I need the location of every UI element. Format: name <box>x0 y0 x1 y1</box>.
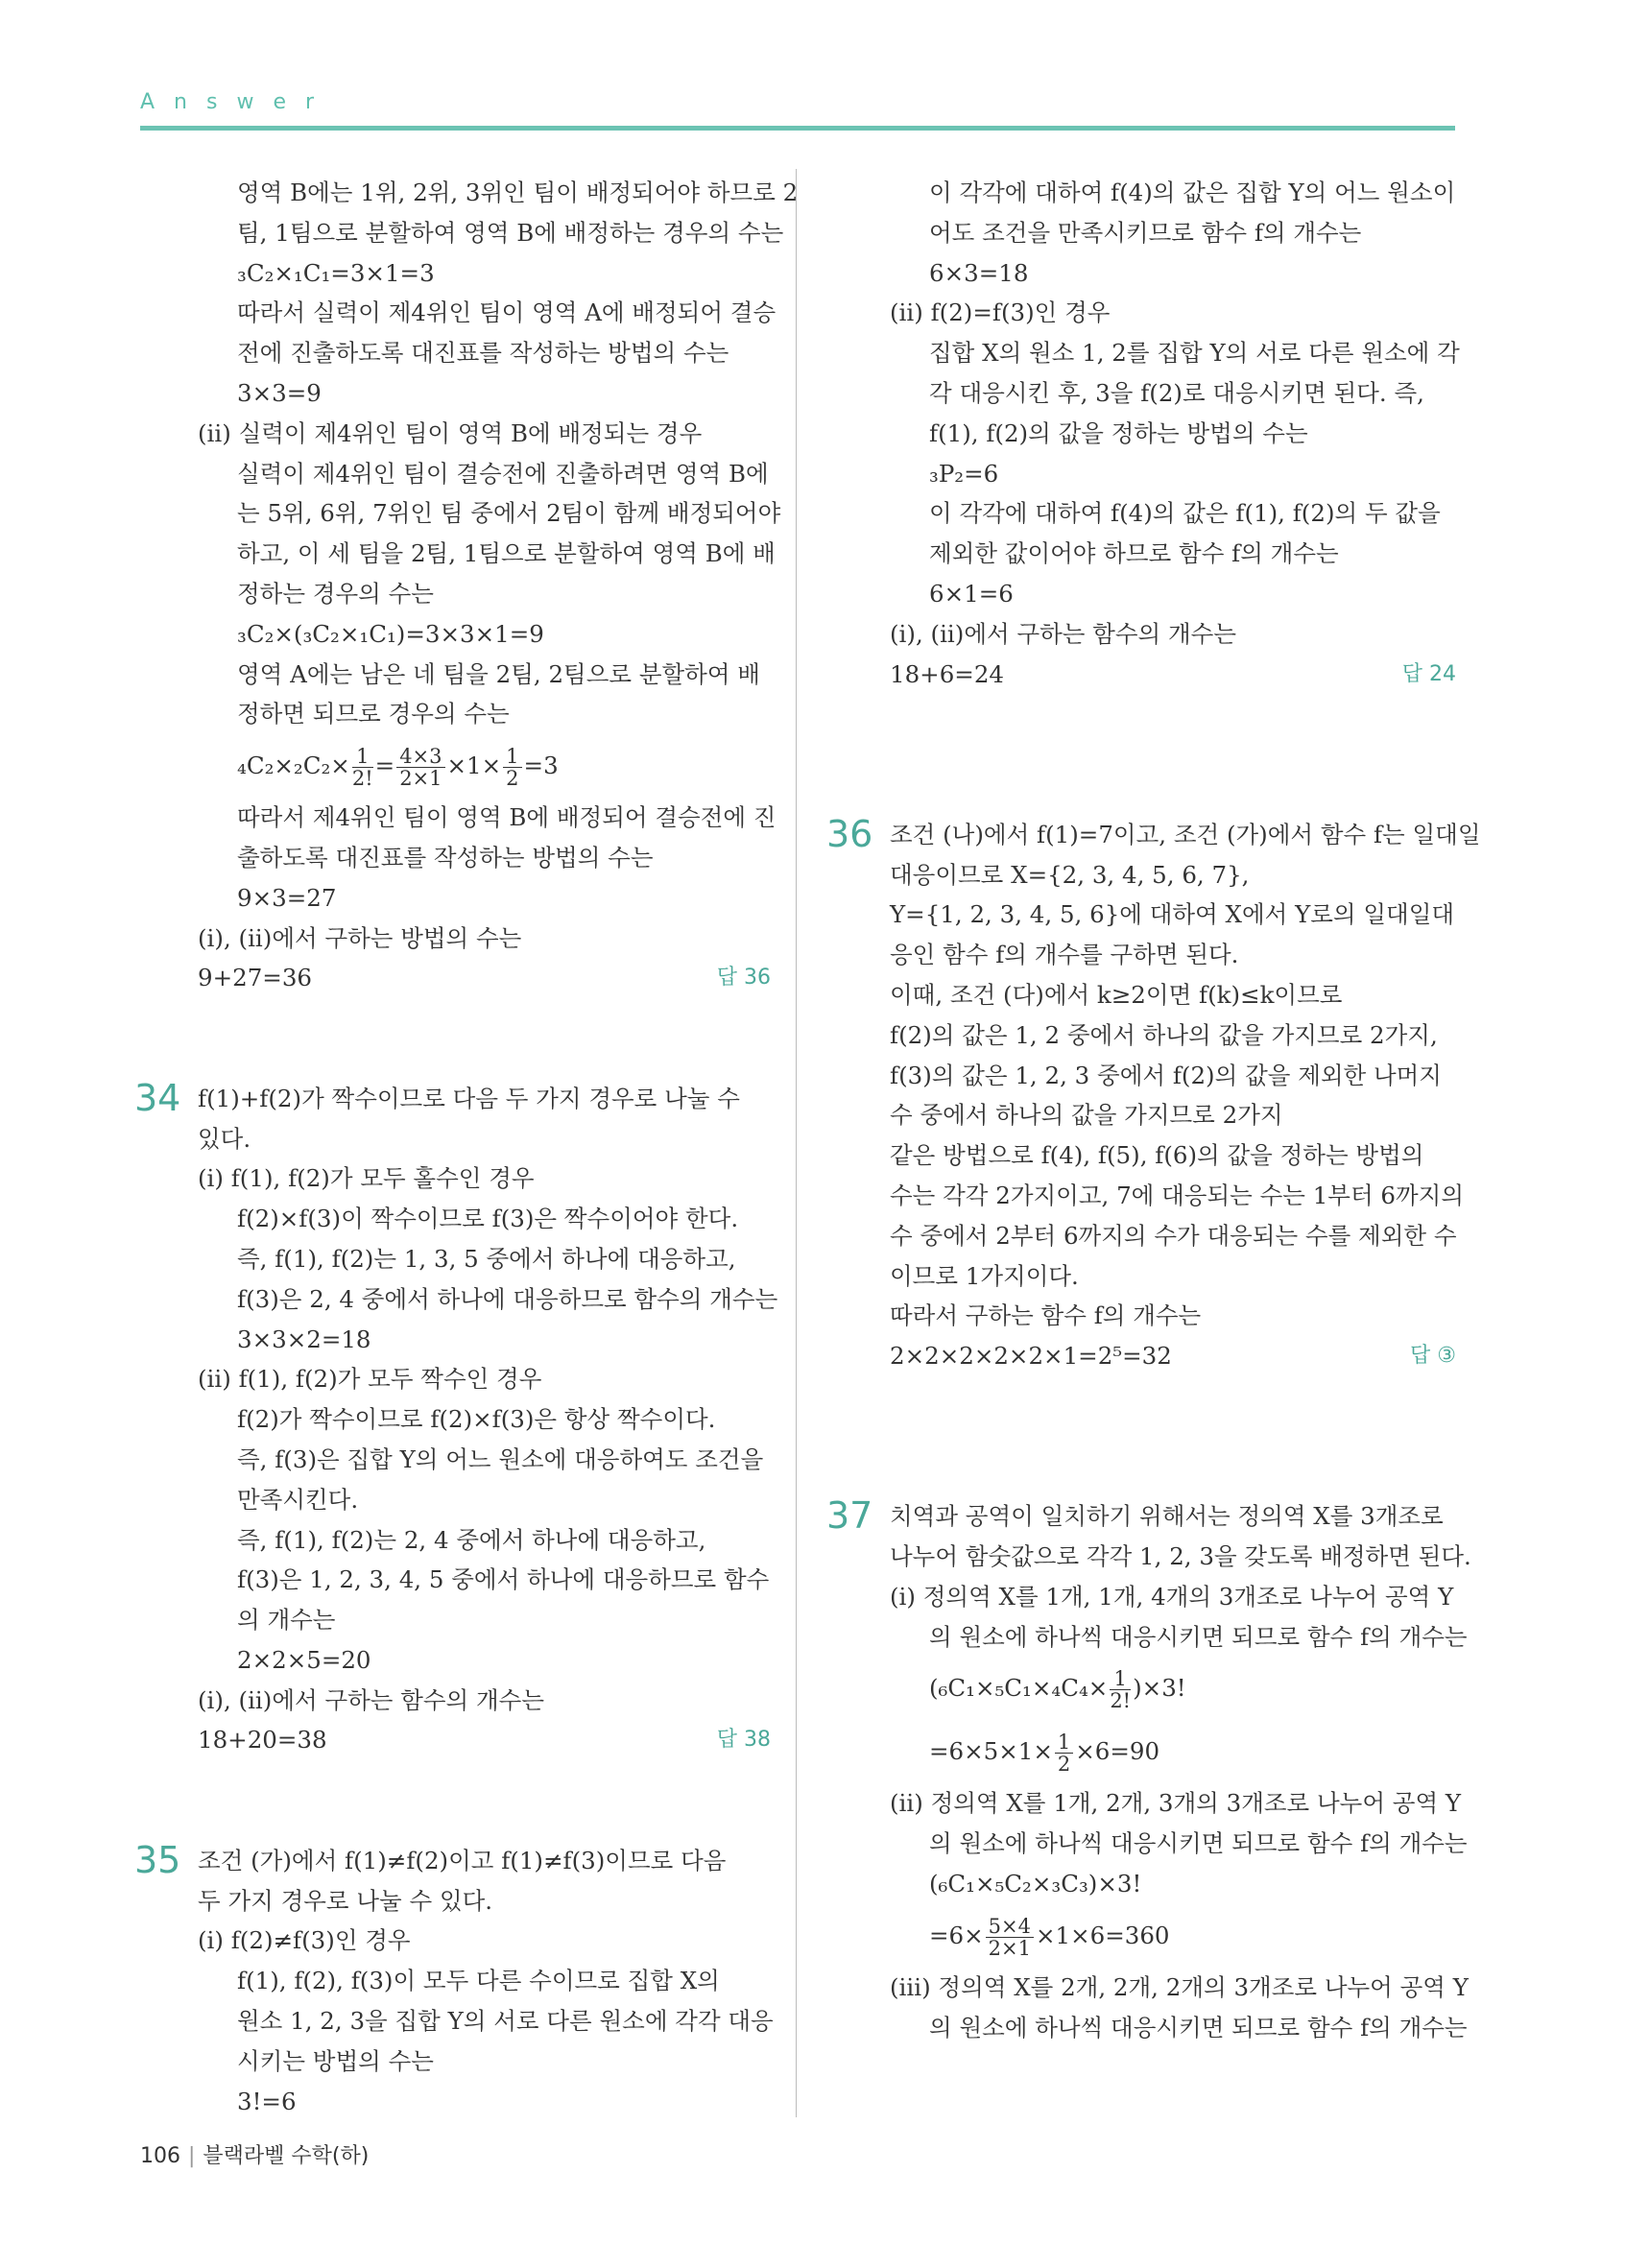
numerator: 1 <box>503 746 521 768</box>
text-line: 3!=6 <box>237 2087 297 2115</box>
case-heading: (i) f(2)≠f(3)인 경우 <box>198 1926 411 1955</box>
text-line: 의 개수는 <box>237 1606 336 1635</box>
final-result: 9+27=36 <box>198 964 312 992</box>
answer-label: 답 38 <box>716 1728 771 1753</box>
header-rule <box>140 126 1455 131</box>
case-heading: (i) 정의역 X를 1개, 1개, 4개의 3개조로 나누어 공역 Y <box>890 1582 1454 1611</box>
text-line: 따라서 실력이 제4위인 팀이 영역 A에 배정되어 결승 <box>237 298 777 327</box>
text-line: 6×1=6 <box>929 579 1014 608</box>
text-line: ₃P₂=6 <box>929 459 999 488</box>
text-line: 출하도록 대진표를 작성하는 방법의 수는 <box>237 843 654 871</box>
book-title: 블랙라벨 수학(하) <box>203 2144 370 2168</box>
text-line: 이 각각에 대하여 f(4)의 값은 f(1), f(2)의 두 값을 <box>929 499 1441 528</box>
text-line: 따라서 제4위인 팀이 영역 B에 배정되어 결승전에 진 <box>237 803 777 832</box>
text-line: 의 원소에 하나씩 대응시키면 되므로 함수 f의 개수는 <box>929 1622 1468 1651</box>
text-line: 수 중에서 2부터 6까지의 수가 대응되는 수를 제외한 수 <box>890 1221 1457 1250</box>
formula-part: ×1× <box>446 752 502 780</box>
text-line: ₃C₂×(₃C₂×₁C₁)=3×3×1=9 <box>237 619 544 648</box>
text-line: 영역 B에는 1위, 2위, 3위인 팀이 배정되어야 하므로 2 <box>237 179 799 206</box>
text-line: 같은 방법으로 f(4), f(5), f(6)의 값을 정하는 방법의 <box>890 1141 1424 1170</box>
text-line: Y={1, 2, 3, 4, 5, 6}에 대하여 X에서 Y로의 일대일대 <box>890 900 1455 929</box>
text-line: 이때, 조건 (다)에서 k≥2이면 f(k)≤k이므로 <box>890 980 1343 1009</box>
text-line: f(2)가 짝수이므로 f(2)×f(3)은 항상 짝수이다. <box>237 1405 716 1434</box>
text-line: 즉, f(1), f(2)는 1, 3, 5 중에서 하나에 대응하고, <box>237 1244 736 1273</box>
case-heading: (ii) f(2)=f(3)인 경우 <box>890 298 1111 327</box>
left-column <box>134 173 799 2121</box>
formula-part: (₆C₁×₅C₁×₄C₄× <box>929 1674 1109 1703</box>
numerator: 5×4 <box>986 1916 1034 1938</box>
text-line: f(3)의 값은 1, 2, 3 중에서 f(2)의 값을 제외한 나머지 <box>890 1061 1442 1089</box>
formula-line <box>890 1657 1456 1720</box>
formula-part: = <box>374 752 395 780</box>
text-line: 즉, f(3)은 집합 Y의 어느 원소에 대응하여도 조건을 <box>237 1444 764 1473</box>
question-34 <box>134 1076 778 1761</box>
footer-separator: | <box>188 2144 196 2168</box>
text-line: (i), (ii)에서 구하는 방법의 수는 <box>198 923 522 952</box>
text-line: 영역 A에는 남은 네 팀을 2팀, 2팀으로 분할하여 배 <box>237 659 760 688</box>
text-line: 따라서 구하는 함수 f의 개수는 <box>890 1301 1202 1330</box>
text-line: 수는 각각 2가지이고, 7에 대응되는 수는 1부터 6까지의 <box>890 1181 1464 1209</box>
answer-label: 답 ③ <box>1410 1344 1456 1369</box>
fraction <box>503 746 521 789</box>
answer-row <box>198 958 771 998</box>
text-line: 조건 (나)에서 f(1)=7이고, 조건 (가)에서 함수 f는 일대일 <box>890 820 1481 848</box>
final-result: 2×2×2×2×2×1=2⁵=32 <box>890 1342 1172 1371</box>
formula-part: =6×5×1× <box>929 1737 1053 1766</box>
formula-part: =6× <box>929 1921 984 1949</box>
text-line: 치역과 공역이 일치하기 위해서는 정의역 X를 3개조로 <box>890 1502 1444 1531</box>
text-line: 의 원소에 하나씩 대응시키면 되므로 함수 f의 개수는 <box>929 2013 1468 2041</box>
denominator: 2 <box>1057 1753 1071 1777</box>
fraction <box>352 746 373 789</box>
numerator: 1 <box>1110 1668 1131 1690</box>
case-heading: (ii) 실력이 제4위인 팀이 영역 B에 배정되는 경우 <box>198 418 703 447</box>
text-line: f(1), f(2)의 값을 정하는 방법의 수는 <box>929 418 1308 447</box>
formula-part: ₄C₂×₂C₂× <box>237 752 350 780</box>
answer-row <box>198 1720 771 1760</box>
question-number: 34 <box>134 1076 181 1119</box>
page-number: 106 <box>140 2144 180 2168</box>
right-column <box>826 173 1481 2047</box>
text-line: f(1)+f(2)가 짝수이므로 다음 두 가지 경우로 나눌 수 <box>198 1084 740 1112</box>
case-heading: (ii) f(1), f(2)가 모두 짝수인 경우 <box>198 1365 542 1394</box>
numerator: 1 <box>352 746 373 768</box>
numerator: 4×3 <box>396 746 444 768</box>
text-line: 2×2×5=20 <box>237 1645 371 1674</box>
text-line: 팀, 1팀으로 분할하여 영역 B에 배정하는 경우의 수는 <box>237 218 784 247</box>
text-line: 제외한 값이어야 하므로 함수 f의 개수는 <box>929 539 1339 568</box>
text-line: (i), (ii)에서 구하는 함수의 개수는 <box>890 619 1237 648</box>
page-footer <box>140 2139 369 2169</box>
denominator: 2×1 <box>399 767 442 791</box>
text-line: 나누어 함숫값으로 각각 1, 2, 3을 갖도록 배정하면 된다. <box>890 1542 1471 1571</box>
text-line: ₃C₂×₁C₁=3×1=3 <box>237 258 435 287</box>
text-line: 정하면 되므로 경우의 수는 <box>237 700 510 728</box>
formula-part: =3 <box>523 752 559 780</box>
text-line: 전에 진출하도록 대진표를 작성하는 방법의 수는 <box>237 339 729 368</box>
text-line: 어도 조건을 만족시키므로 함수 f의 개수는 <box>929 218 1362 247</box>
text-line: 수 중에서 하나의 값을 가지므로 2가지 <box>890 1101 1283 1130</box>
text-line: f(3)은 1, 2, 3, 4, 5 중에서 하나에 대응하므로 함수 <box>237 1565 770 1594</box>
text-line: 3×3=9 <box>237 378 322 407</box>
fraction <box>986 1916 1034 1959</box>
text-line: f(2)×f(3)이 짝수이므로 f(3)은 짝수이어야 한다. <box>237 1205 739 1233</box>
text-line: 대응이므로 X={2, 3, 4, 5, 6, 7}, <box>890 860 1250 889</box>
case-heading: (iii) 정의역 X를 2개, 2개, 2개의 3개조로 나누어 공역 Y <box>890 1972 1469 2001</box>
text-line: 이므로 1가지이다. <box>890 1261 1079 1290</box>
text-line: 의 원소에 하나씩 대응시키면 되므로 함수 f의 개수는 <box>929 1829 1468 1858</box>
text-line: 응인 함수 f의 개수를 구하면 된다. <box>890 941 1239 969</box>
text-line: f(3)은 2, 4 중에서 하나에 대응하므로 함수의 개수는 <box>237 1284 778 1313</box>
final-result: 18+6=24 <box>890 659 1004 688</box>
formula-part: )×3! <box>1133 1674 1186 1703</box>
header-label: Answer <box>140 90 334 114</box>
question-number: 36 <box>826 812 873 855</box>
denominator: 2 <box>506 767 519 791</box>
question-number: 35 <box>134 1838 181 1881</box>
continued-solution <box>198 173 799 998</box>
text-line: 있다. <box>198 1124 251 1153</box>
formula-part: ×6=90 <box>1075 1737 1160 1766</box>
text-line: 실력이 제4위인 팀이 결승전에 진출하려면 영역 B에 <box>237 459 769 488</box>
fraction <box>1110 1668 1131 1711</box>
answer-row <box>890 655 1456 695</box>
case-heading: (ii) 정의역 X를 1개, 2개, 3개의 3개조로 나누어 공역 Y <box>890 1789 1462 1818</box>
question-36 <box>826 812 1481 1376</box>
text-line: (i), (ii)에서 구하는 함수의 개수는 <box>198 1685 545 1714</box>
denominator: 2×1 <box>988 1936 1031 1960</box>
text-line: 집합 X의 원소 1, 2를 집합 Y의 서로 다른 원소에 각 <box>929 339 1460 368</box>
text-line: 원소 1, 2, 3을 집합 Y의 서로 다른 원소에 각각 대응 <box>237 2007 774 2036</box>
text-line: 이 각각에 대하여 f(4)의 값은 집합 Y의 어느 원소이 <box>929 179 1456 206</box>
fraction <box>1055 1731 1073 1775</box>
case-heading: (i) f(1), f(2)가 모두 홀수인 경우 <box>198 1164 535 1193</box>
text-line: 3×3×2=18 <box>237 1325 371 1353</box>
text-line: f(1), f(2), f(3)이 모두 다른 수이므로 집합 X의 <box>237 1967 720 1995</box>
question-number: 37 <box>826 1494 873 1538</box>
text-line: 만족시킨다. <box>237 1485 359 1514</box>
text-line: 시키는 방법의 수는 <box>237 2046 434 2075</box>
text-line: 9×3=27 <box>237 883 337 912</box>
text-line: 6×3=18 <box>929 258 1029 287</box>
question-37 <box>826 1494 1471 2047</box>
answer-label: 답 24 <box>1401 661 1456 686</box>
answer-label: 답 36 <box>716 966 771 991</box>
answer-row <box>890 1336 1456 1376</box>
text-line: 각 대응시킨 후, 3을 f(2)로 대응시키면 된다. 즉, <box>929 378 1424 407</box>
final-result: 18+20=38 <box>198 1726 327 1755</box>
formula-part: ×1×6=360 <box>1035 1921 1170 1949</box>
denominator: 2! <box>351 767 373 791</box>
text-line: 두 가지 경우로 나눌 수 있다. <box>198 1886 493 1915</box>
text-line: f(2)의 값은 1, 2 중에서 하나의 값을 가지므로 2가지, <box>890 1020 1438 1049</box>
text-line: 는 5위, 6위, 7위인 팀 중에서 2팀이 함께 배정되어야 <box>237 499 781 528</box>
text-line: 즉, f(1), f(2)는 2, 4 중에서 하나에 대응하고, <box>237 1525 706 1554</box>
numerator: 1 <box>1055 1731 1073 1754</box>
text-line: 정하는 경우의 수는 <box>237 579 434 608</box>
denominator: 2! <box>1110 1689 1132 1713</box>
continued-solution <box>890 173 1460 694</box>
text-line: (₆C₁×₅C₂×₃C₃)×3! <box>929 1870 1142 1898</box>
text-line: 하고, 이 세 팀을 2팀, 1팀으로 분할하여 영역 B에 배 <box>237 539 776 568</box>
formula-line <box>890 1904 1456 1968</box>
text-line: 조건 (가)에서 f(1)≠f(2)이고 f(1)≠f(3)이므로 다음 <box>198 1846 727 1874</box>
formula-line <box>198 734 771 798</box>
question-35 <box>134 1838 774 2122</box>
column-divider <box>796 169 797 2117</box>
formula-line <box>890 1720 1456 1783</box>
fraction <box>396 746 444 789</box>
